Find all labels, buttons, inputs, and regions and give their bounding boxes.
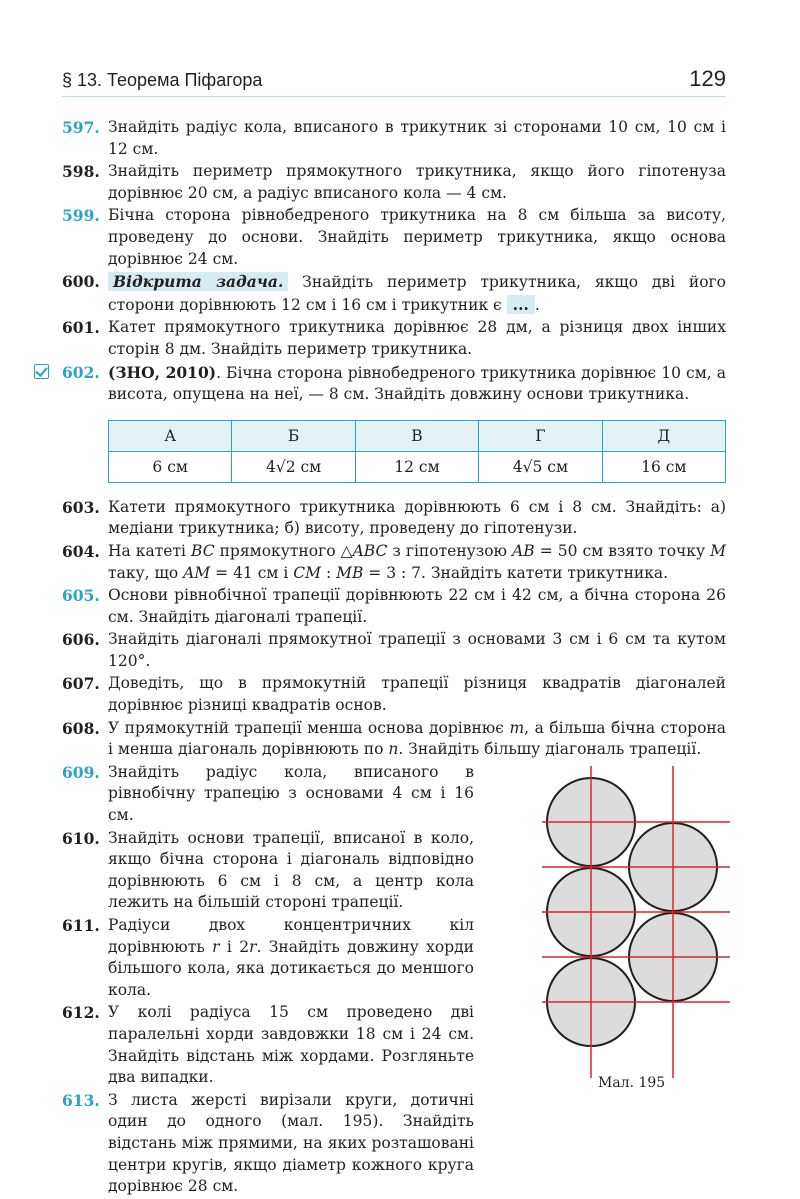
problem-number: 603.: [62, 497, 100, 517]
problem-597: [62, 117, 726, 160]
math-var: M: [710, 541, 727, 560]
answer-letters-row: [109, 420, 726, 451]
text-part: = 3 : 7. Знайдіть катети трикутника.: [363, 563, 669, 582]
problem-number: 597.: [62, 118, 100, 137]
exam-source: (ЗНО, 2010): [108, 362, 217, 382]
problem-number: 613.: [62, 1090, 100, 1110]
text-part: . Знайдіть більшу діагональ трапеції.: [398, 740, 702, 759]
math-var: r: [212, 937, 220, 956]
problem-text: Знайдіть радіус кола, вписаного в трикутник зі сторонами 10 см, 10 см і 12 см.: [108, 118, 726, 158]
text-part: У прямокутній трапеції менша основа дорівнює: [108, 718, 510, 737]
problem-text: Знайдіть периметр трикутника, якщо дві його сторони дорівнюють 12 см і 16 см і трикутник є: [108, 273, 726, 314]
problem-number: 602.: [62, 362, 100, 382]
text-part: таку, що: [108, 563, 184, 582]
checkbox-icon: [34, 364, 49, 379]
text-part: прямокутного: [214, 541, 341, 560]
problem-598: [62, 161, 726, 204]
problem-number: 608.: [62, 718, 100, 738]
problem-number: 600.: [62, 272, 100, 292]
text-part: На катеті: [108, 541, 192, 560]
problem-602: [62, 362, 726, 406]
answer-value: 12 см: [355, 451, 478, 482]
answer-value: 6 см: [109, 451, 232, 482]
problem-608: [62, 718, 726, 761]
problem-text: Катет прямокутного трикутника дорівнює 28 дм, а різниця двох інших сторін 8 дм. Знайдіть периметр трикутника.: [108, 318, 726, 358]
problem-606: [62, 629, 726, 672]
problem-text: Знайдіть радіус кола, вписаного в рівнобічну трапецію з основами 4 см і 16 см.: [108, 762, 474, 825]
open-task-label: Відкрита задача.: [108, 272, 288, 291]
problem-text: Катети прямокутного трикутника дорівнюють 6 см і 8 см. Знайдіть: а) медіани трикутника; б) висоту, проведену до гіпотенузи.: [108, 497, 726, 538]
answer-letter: Д: [602, 420, 725, 451]
problem-number: 610.: [62, 828, 100, 848]
problem-599: [62, 205, 726, 270]
problem-number: 609.: [62, 762, 100, 782]
math-var: n: [388, 740, 399, 759]
chapter-title: § 13. Теорема Піфагора: [62, 70, 263, 90]
answer-value: 4√2 см: [232, 451, 355, 482]
problem-number: 612.: [62, 1003, 100, 1023]
text-part: Радіуси двох концентричних кіл дорівнюють: [108, 916, 474, 956]
answer-values-row: [109, 451, 726, 482]
problem-613: [62, 1090, 474, 1198]
text-part: і 2: [219, 937, 250, 956]
answer-letter: Б: [232, 420, 355, 451]
problem-text: Доведіть, що в прямокутній трапеції різниця квадратів діагоналей дорівнює різниці квадратів основ.: [108, 674, 726, 715]
text-part: , а більша бічна сторона і менша діагональ дорівнюють по: [108, 718, 727, 759]
problem-number: 611.: [62, 916, 100, 935]
problem-text: Знайдіть діагоналі прямокутної трапеції з основами 3 см і 6 см та кутом 120°.: [108, 630, 726, 670]
math-var: m: [509, 718, 525, 737]
problem-610: [62, 828, 474, 914]
problem-612: [62, 1002, 474, 1088]
problem-number: 606.: [62, 630, 100, 650]
problem-605: [62, 585, 726, 628]
math-var: △ABC: [340, 541, 388, 560]
problem-text: Бічна сторона рівнобедреного трикутника на 8 см більша за висоту, проведену до основи. Знайдіть периметр трикутника, якщо основа дорівнює 24 см.: [108, 206, 726, 268]
answer-letter: В: [355, 420, 478, 451]
problem-number: 604.: [62, 541, 100, 561]
page-number: 129: [689, 66, 726, 91]
math-var: BC: [191, 541, 215, 560]
problem-600: [62, 271, 726, 316]
math-var: CM: [293, 563, 322, 582]
problem-607: [62, 673, 726, 716]
problem-text: Основи рівнобічної трапеції дорівнюють 22 см і 42 см, а бічна сторона 26 см. Знайдіть діагоналі трапеції.: [108, 586, 726, 626]
answer-table: [108, 420, 726, 483]
problem-text: У колі радіуса 15 см проведено дві паралельні хорди завдовжки 18 см і 24 см. Знайдіть відстань між хордами. Розгляньте два випадки.: [108, 1003, 474, 1087]
text-part: = 41 см і: [210, 563, 294, 582]
problem-611: [62, 915, 474, 1001]
problem-number: 607.: [62, 674, 100, 694]
math-var: AB: [512, 541, 535, 560]
answer-letter: Г: [479, 420, 602, 451]
problem-text: З листа жерсті вирізали круги, дотичні один до одного (мал. 195). Знайдіть відстань між прямими, на яких розташовані центри кругів, якщо діаметр кожного круга дорівнює 28 см.: [108, 1090, 474, 1196]
problem-number: 605.: [62, 586, 100, 606]
math-var: r: [249, 937, 257, 956]
text-part: = 50 см взято точку: [534, 541, 711, 560]
problem-number: 598.: [62, 162, 100, 182]
problem-number: 599.: [62, 206, 100, 226]
page-header: [62, 66, 726, 97]
problem-text: Знайдіть основи трапеції, вписаної в коло, якщо бічна сторона і діагональ відповідно дорівнюють 6 см і 8 см, а центр кола лежить на більшій стороні трапеції.: [108, 828, 474, 912]
problem-number: 601.: [62, 318, 100, 338]
problem-text-end: .: [534, 295, 540, 314]
math-var: AM: [183, 563, 211, 582]
problem-609: [62, 762, 474, 827]
narrow-column: [62, 762, 474, 1198]
problem-601: [62, 317, 726, 360]
blank-placeholder: ...: [507, 295, 535, 314]
answer-value: 4√5 см: [479, 451, 602, 482]
text-part: . Знайдіть довжину хорди більшого кола, яка дотикається до меншого кола.: [108, 937, 474, 999]
figure-195: [538, 760, 732, 1090]
problem-603: [62, 497, 726, 540]
text-part: :: [321, 563, 337, 582]
math-var: MB: [336, 563, 364, 582]
answer-letter: А: [109, 420, 232, 451]
problem-text: . Бічна сторона рівнобедреного трикутника дорівнює 10 см, а висота, опущена на неї, — 8 см. Знайдіть довжину основи трикутника.: [108, 363, 726, 404]
text-part: з гіпотенузою: [387, 541, 513, 560]
problem-text: Знайдіть периметр прямокутного трикутника, якщо його гіпотенуза дорівнює 20 см, а радіус вписаного кола — 4 см.: [108, 162, 726, 202]
figure-caption: Мал. 195: [598, 1075, 666, 1091]
answer-value: 16 см: [602, 451, 725, 482]
problem-604: [62, 541, 726, 584]
